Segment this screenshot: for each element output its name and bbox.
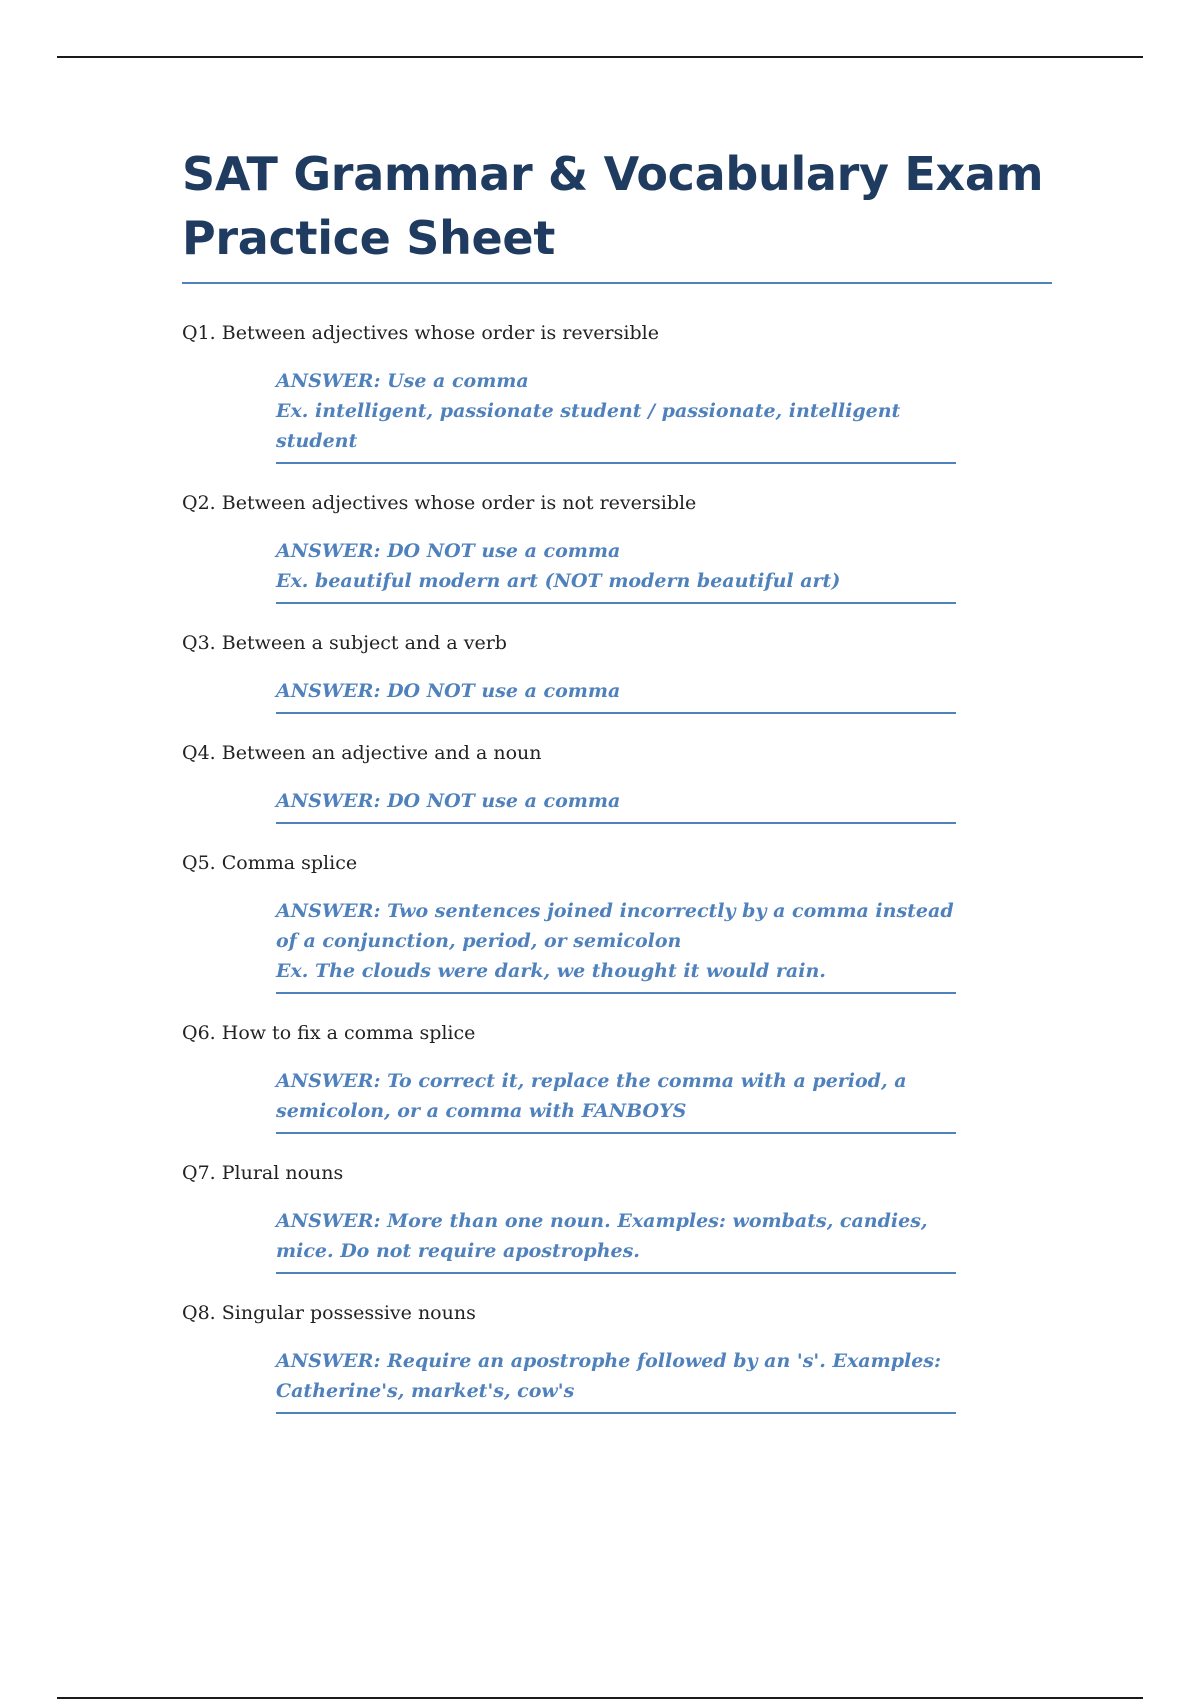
question-block	[182, 850, 1052, 994]
question-list	[182, 320, 1052, 1414]
answer-line: ANSWER: More than one noun. Examples: wombats, candies, mice. Do not require apostrophes.	[276, 1210, 928, 1262]
answer-box	[276, 896, 956, 994]
question-block	[182, 320, 1052, 464]
question-block	[182, 740, 1052, 824]
question-block	[182, 630, 1052, 714]
question-text: Q8. Singular possessive nouns	[182, 1302, 476, 1324]
answer-line: ANSWER: Two sentences joined incorrectly by a comma instead of a conjunction, period, or semicolon	[276, 900, 954, 952]
page-bottom-rule	[57, 1697, 1143, 1699]
answer-box	[276, 366, 956, 464]
question-text: Q2. Between adjectives whose order is not reversible	[182, 492, 697, 514]
question-text: Q7. Plural nouns	[182, 1162, 344, 1184]
answer-line: ANSWER: Use a comma	[276, 370, 529, 392]
answer-line: ANSWER: Require an apostrophe followed by an 's'. Examples: Catherine's, market's, cow's	[276, 1350, 942, 1402]
answer-box	[276, 536, 956, 604]
question-block	[182, 1160, 1052, 1274]
answer-box	[276, 1346, 956, 1414]
answer-line: ANSWER: DO NOT use a comma	[276, 680, 621, 702]
document-body	[182, 142, 1052, 1440]
answer-line: Ex. beautiful modern art (NOT modern beautiful art)	[276, 570, 841, 592]
answer-line: ANSWER: DO NOT use a comma	[276, 540, 621, 562]
answer-line: Ex. intelligent, passionate student / passionate, intelligent student	[276, 400, 901, 452]
answer-line: ANSWER: To correct it, replace the comma with a period, a semicolon, or a comma with FANBOYS	[276, 1070, 907, 1122]
question-text: Q1. Between adjectives whose order is reversible	[182, 322, 659, 344]
question-block	[182, 490, 1052, 604]
answer-box	[276, 786, 956, 824]
page-top-rule	[57, 56, 1143, 58]
question-block	[182, 1020, 1052, 1134]
answer-line: ANSWER: DO NOT use a comma	[276, 790, 621, 812]
question-text: Q6. How to fix a comma splice	[182, 1022, 476, 1044]
question-text: Q4. Between an adjective and a noun	[182, 742, 542, 764]
question-text: Q3. Between a subject and a verb	[182, 632, 507, 654]
question-text: Q5. Comma splice	[182, 852, 358, 874]
page-title: SAT Grammar & Vocabulary Exam Practice Sheet	[182, 142, 1052, 284]
question-block	[182, 1300, 1052, 1414]
answer-box	[276, 676, 956, 714]
answer-box	[276, 1206, 956, 1274]
answer-box	[276, 1066, 956, 1134]
answer-line: Ex. The clouds were dark, we thought it would rain.	[276, 960, 826, 982]
